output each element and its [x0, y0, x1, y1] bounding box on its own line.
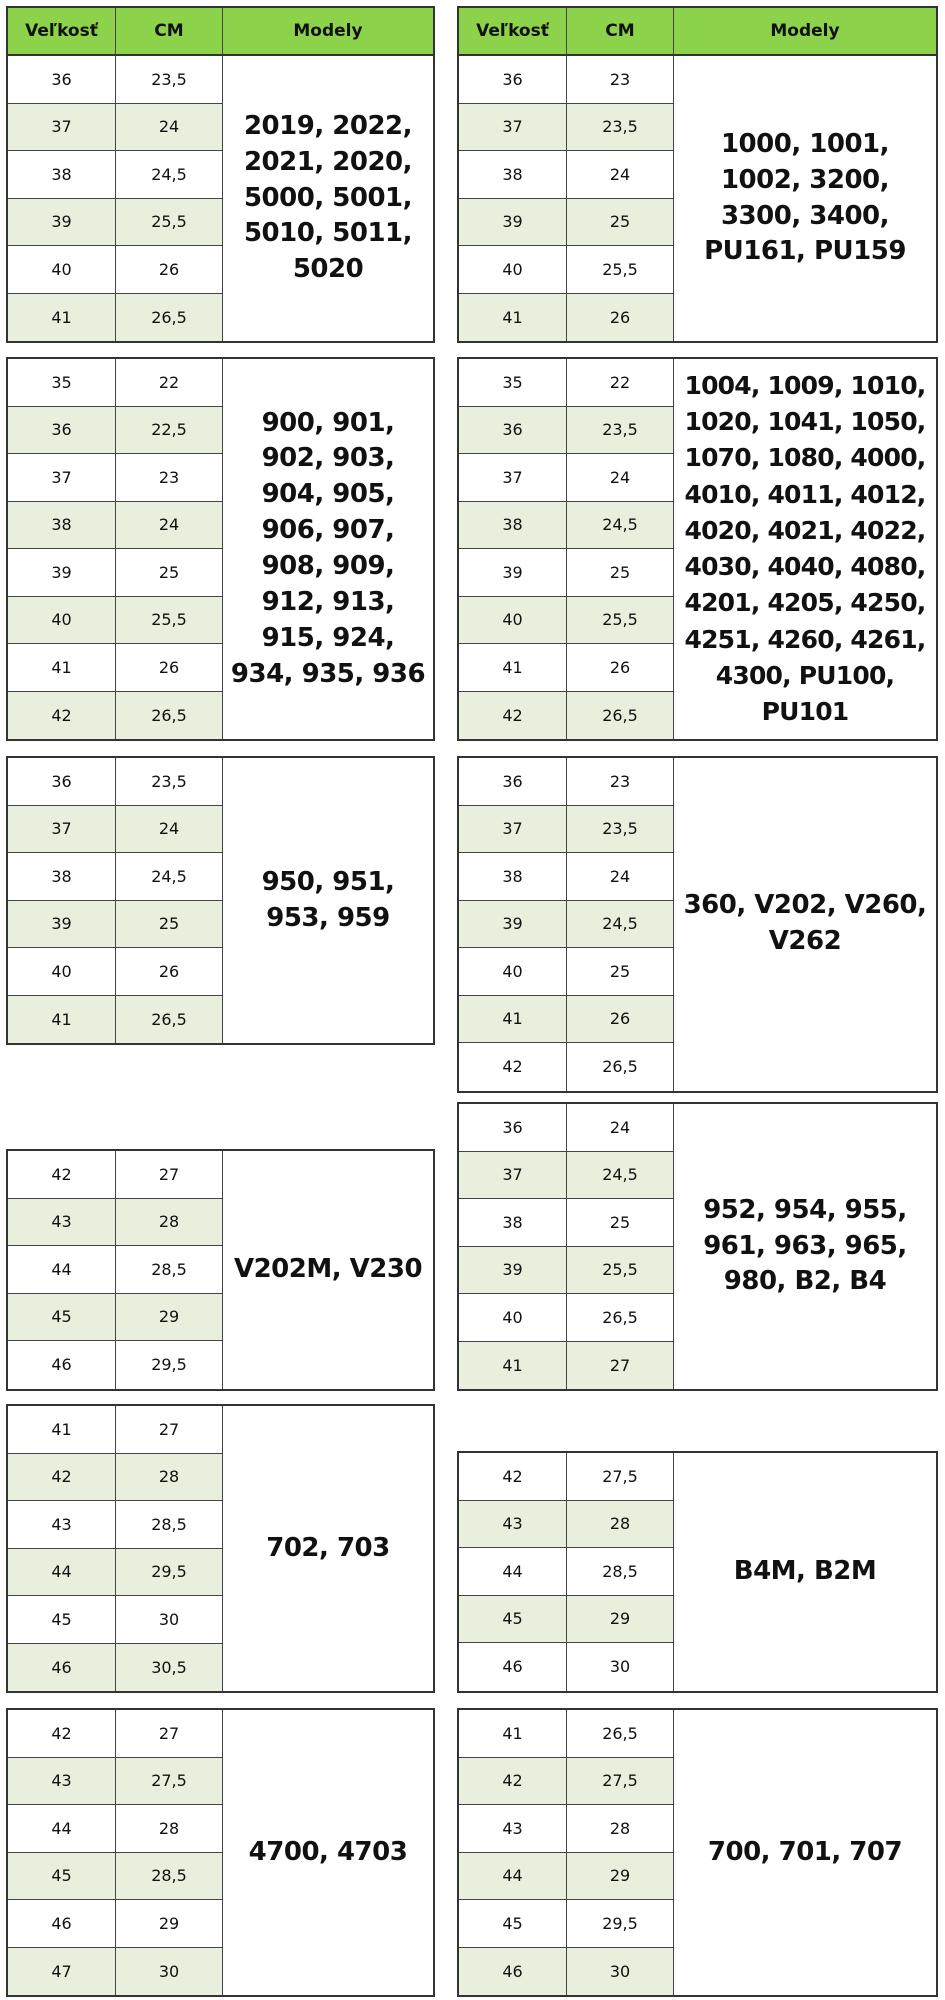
- cm-cell: 24,5: [116, 151, 223, 199]
- size-cell: 43: [8, 1758, 116, 1806]
- cm-cell: 28: [567, 1501, 674, 1549]
- cm-cell: 23: [116, 454, 223, 502]
- cm-cell: 29: [567, 1853, 674, 1901]
- cm-cell: 24: [567, 454, 674, 502]
- models-cell: B4M, B2M: [733, 1555, 877, 1586]
- cm-cell: 23,5: [116, 758, 223, 806]
- size-cell: 42: [8, 1454, 116, 1502]
- size-cell: 40: [459, 948, 567, 996]
- size-cell: 37: [459, 806, 567, 854]
- size-table-9: [6, 1404, 435, 1693]
- cm-cell: 27,5: [116, 1758, 223, 1806]
- size-cell: 42: [459, 1453, 567, 1501]
- cm-cell: 26,5: [116, 692, 223, 740]
- size-cell: 45: [459, 1596, 567, 1644]
- size-cell: 36: [8, 407, 116, 455]
- size-cell: 36: [8, 758, 116, 806]
- size-cell: 37: [8, 454, 116, 502]
- cm-cell: 30: [116, 1596, 223, 1644]
- models-cell: 1000, 1001, 1002, 3200, 3300, 3400, PU161, PU159: [704, 128, 906, 267]
- cm-cell: 25,5: [116, 597, 223, 645]
- size-cell: 45: [8, 1294, 116, 1342]
- cm-cell: 30: [116, 1948, 223, 1996]
- cm-cell: 25: [116, 901, 223, 949]
- cm-cell: 24,5: [116, 853, 223, 901]
- size-cell: 41: [459, 294, 567, 342]
- size-cell: 45: [8, 1596, 116, 1644]
- size-cell: 46: [8, 1341, 116, 1389]
- size-cell: 38: [459, 1199, 567, 1247]
- size-cell: 42: [8, 1710, 116, 1758]
- header-size: Veľkosť: [8, 8, 116, 56]
- size-cell: 36: [459, 1104, 567, 1152]
- size-cell: 37: [8, 104, 116, 152]
- cm-cell: 28: [567, 1805, 674, 1853]
- size-cell: 41: [459, 996, 567, 1044]
- cm-cell: 23: [567, 758, 674, 806]
- cm-cell: 23,5: [567, 806, 674, 854]
- size-cell: 44: [8, 1246, 116, 1294]
- size-cell: 38: [8, 151, 116, 199]
- size-cell: 43: [8, 1199, 116, 1247]
- cm-cell: 23: [567, 56, 674, 104]
- size-table-1: [6, 6, 435, 343]
- cm-cell: 26,5: [567, 1294, 674, 1342]
- size-cell: 39: [8, 901, 116, 949]
- size-cell: 38: [459, 502, 567, 550]
- cm-cell: 24: [567, 853, 674, 901]
- size-cell: 36: [459, 407, 567, 455]
- size-cell: 40: [459, 246, 567, 294]
- models-cell: 1004, 1009, 1010, 1020, 1041, 1050, 1070, 1080, 4000, 4010, 4011, 4012, 4020, 4021, 4022, 4030, 4040, 4080, 4201, 4205, 4250, 4251, 4260, 4261, 4300, PU100, PU101: [684, 370, 926, 726]
- cm-cell: 26,5: [116, 996, 223, 1044]
- cm-cell: 26: [116, 948, 223, 996]
- cm-cell: 24: [567, 1104, 674, 1152]
- size-cell: 44: [8, 1805, 116, 1853]
- size-cell: 46: [459, 1948, 567, 1996]
- cm-cell: 28: [116, 1454, 223, 1502]
- cm-cell: 24: [116, 104, 223, 152]
- cm-cell: 25,5: [116, 199, 223, 247]
- size-cell: 39: [459, 549, 567, 597]
- cm-cell: 22,5: [116, 407, 223, 455]
- size-table-2: [457, 6, 938, 343]
- cm-cell: 24,5: [567, 1152, 674, 1200]
- size-cell: 36: [459, 56, 567, 104]
- size-cell: 42: [459, 1043, 567, 1091]
- cm-cell: 25: [567, 948, 674, 996]
- cm-cell: 26: [116, 644, 223, 692]
- size-table-3: [6, 357, 435, 741]
- cm-cell: 28: [116, 1805, 223, 1853]
- cm-cell: 28,5: [116, 1246, 223, 1294]
- size-cell: 42: [8, 692, 116, 740]
- cm-cell: 24: [116, 806, 223, 854]
- cm-cell: 29,5: [116, 1549, 223, 1597]
- size-cell: 43: [459, 1501, 567, 1549]
- cm-cell: 26: [567, 996, 674, 1044]
- cm-cell: 26: [567, 644, 674, 692]
- header-size: Veľkosť: [459, 8, 567, 56]
- cm-cell: 29,5: [116, 1341, 223, 1389]
- models-cell: V202M, V230: [233, 1253, 423, 1284]
- cm-cell: 25,5: [567, 597, 674, 645]
- size-cell: 39: [459, 199, 567, 247]
- size-cell: 37: [459, 1152, 567, 1200]
- size-cell: 39: [459, 901, 567, 949]
- cm-cell: 24,5: [567, 901, 674, 949]
- size-cell: 35: [8, 359, 116, 407]
- models-cell: 900, 901, 902, 903, 904, 905, 906, 907, 908, 909, 912, 913, 915, 924, 934, 935, 936: [230, 407, 426, 689]
- cm-cell: 30: [567, 1948, 674, 1996]
- models-cell: 4700, 4703: [248, 1836, 408, 1867]
- cm-cell: 29: [116, 1294, 223, 1342]
- cm-cell: 23,5: [567, 407, 674, 455]
- size-cell: 44: [459, 1853, 567, 1901]
- size-cell: 41: [8, 1406, 116, 1454]
- header-models: Modely: [223, 8, 433, 56]
- cm-cell: 26,5: [116, 294, 223, 342]
- size-cell: 41: [8, 644, 116, 692]
- models-cell: 2019, 2022, 2021, 2020, 5000, 5001, 5010, 5011, 5020: [243, 110, 413, 285]
- cm-cell: 26: [116, 246, 223, 294]
- size-table-7: [457, 1102, 938, 1391]
- size-cell: 40: [8, 948, 116, 996]
- cm-cell: 26: [567, 294, 674, 342]
- cm-cell: 27: [116, 1406, 223, 1454]
- size-cell: 37: [8, 806, 116, 854]
- cm-cell: 30,5: [116, 1644, 223, 1692]
- header-cm: CM: [116, 8, 223, 56]
- size-cell: 40: [8, 246, 116, 294]
- cm-cell: 24: [567, 151, 674, 199]
- size-cell: 46: [8, 1900, 116, 1948]
- size-cell: 43: [459, 1805, 567, 1853]
- cm-cell: 26,5: [567, 692, 674, 740]
- cm-cell: 25,5: [567, 1247, 674, 1295]
- cm-cell: 29: [116, 1900, 223, 1948]
- cm-cell: 28,5: [116, 1853, 223, 1901]
- size-table-12: [457, 1708, 938, 1997]
- cm-cell: 28,5: [567, 1548, 674, 1596]
- models-cell: 952, 954, 955, 961, 963, 965, 980, B2, B4: [703, 1194, 907, 1297]
- cm-cell: 29,5: [567, 1900, 674, 1948]
- size-cell: 43: [8, 1501, 116, 1549]
- size-cell: 42: [8, 1151, 116, 1199]
- size-table-4: [457, 357, 938, 741]
- models-cell: 360, V202, V260, V262: [683, 890, 927, 957]
- size-cell: 41: [459, 1342, 567, 1390]
- models-cell: 950, 951, 953, 959: [261, 866, 395, 933]
- size-cell: 47: [8, 1948, 116, 1996]
- cm-cell: 25: [567, 549, 674, 597]
- size-table-8: [6, 1149, 435, 1391]
- size-table-10: [457, 1451, 938, 1693]
- cm-cell: 23,5: [567, 104, 674, 152]
- size-cell: 39: [459, 1247, 567, 1295]
- size-cell: 36: [8, 56, 116, 104]
- cm-cell: 26,5: [567, 1043, 674, 1091]
- size-cell: 38: [459, 151, 567, 199]
- size-cell: 37: [459, 454, 567, 502]
- size-cell: 35: [459, 359, 567, 407]
- cm-cell: 27: [116, 1151, 223, 1199]
- cm-cell: 24: [116, 502, 223, 550]
- size-cell: 38: [459, 853, 567, 901]
- cm-cell: 25,5: [567, 246, 674, 294]
- size-cell: 41: [8, 294, 116, 342]
- cm-cell: 29: [567, 1596, 674, 1644]
- cm-cell: 28: [116, 1199, 223, 1247]
- cm-cell: 25: [116, 549, 223, 597]
- size-cell: 41: [459, 644, 567, 692]
- cm-cell: 24,5: [567, 502, 674, 550]
- header-models: Modely: [674, 8, 936, 56]
- cm-cell: 25: [567, 199, 674, 247]
- size-cell: 42: [459, 692, 567, 740]
- size-cell: 44: [459, 1548, 567, 1596]
- size-table-11: [6, 1708, 435, 1997]
- size-cell: 38: [8, 502, 116, 550]
- size-cell: 44: [8, 1549, 116, 1597]
- size-table-6: [457, 756, 938, 1093]
- cm-cell: 26,5: [567, 1710, 674, 1758]
- cm-cell: 23,5: [116, 56, 223, 104]
- models-cell: 702, 703: [266, 1532, 390, 1563]
- size-cell: 46: [8, 1644, 116, 1692]
- size-cell: 40: [459, 1294, 567, 1342]
- cm-cell: 22: [567, 359, 674, 407]
- cm-cell: 22: [116, 359, 223, 407]
- size-cell: 45: [8, 1853, 116, 1901]
- cm-cell: 25: [567, 1199, 674, 1247]
- size-cell: 39: [8, 549, 116, 597]
- size-cell: 36: [459, 758, 567, 806]
- header-cm: CM: [567, 8, 674, 56]
- models-cell: 700, 701, 707: [707, 1836, 903, 1867]
- cm-cell: 27,5: [567, 1453, 674, 1501]
- size-cell: 46: [459, 1643, 567, 1691]
- cm-cell: 27,5: [567, 1758, 674, 1806]
- size-cell: 40: [8, 597, 116, 645]
- cm-cell: 28,5: [116, 1501, 223, 1549]
- size-cell: 41: [459, 1710, 567, 1758]
- size-table-5: [6, 756, 435, 1045]
- size-cell: 45: [459, 1900, 567, 1948]
- cm-cell: 30: [567, 1643, 674, 1691]
- size-cell: 41: [8, 996, 116, 1044]
- size-cell: 37: [459, 104, 567, 152]
- cm-cell: 27: [116, 1710, 223, 1758]
- size-cell: 39: [8, 199, 116, 247]
- cm-cell: 27: [567, 1342, 674, 1390]
- size-cell: 40: [459, 597, 567, 645]
- size-cell: 42: [459, 1758, 567, 1806]
- size-cell: 38: [8, 853, 116, 901]
